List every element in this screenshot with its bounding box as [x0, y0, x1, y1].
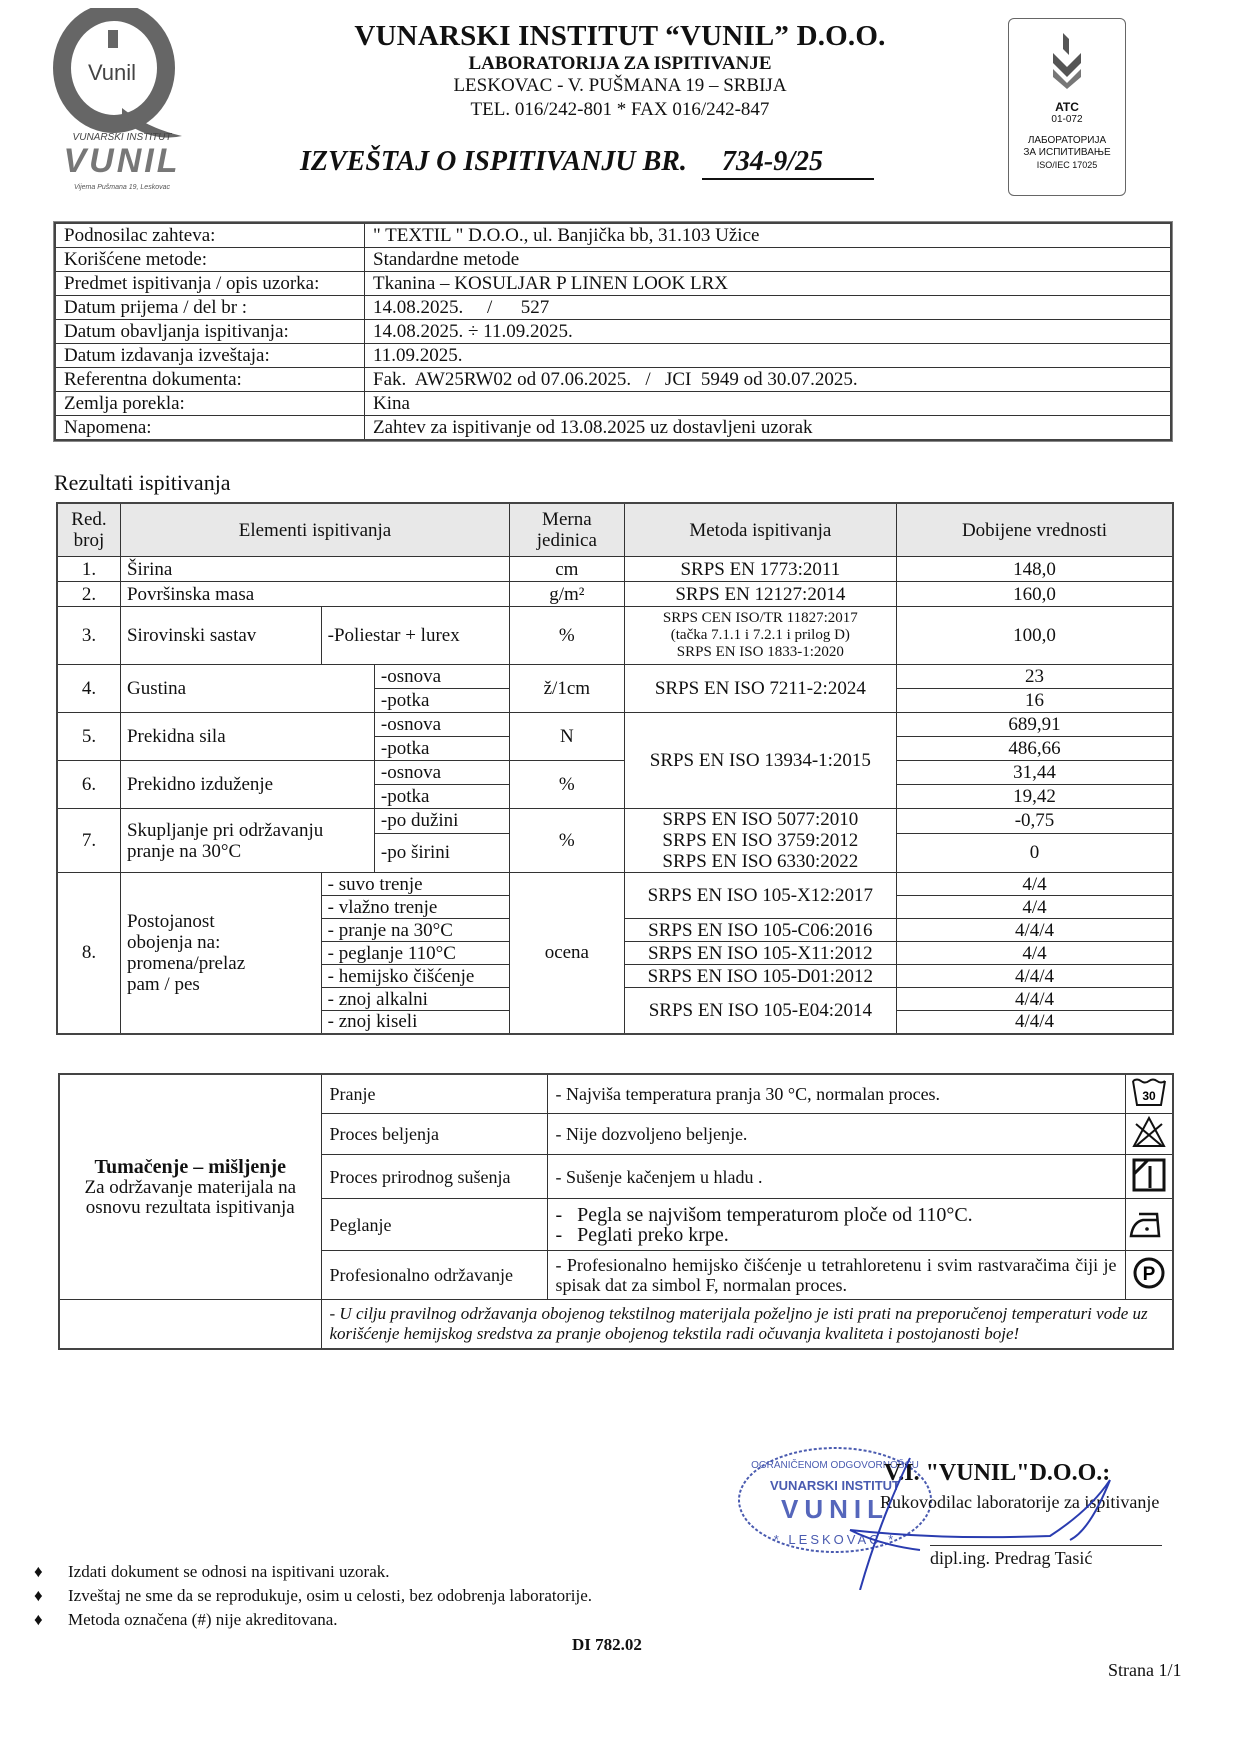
dry-clean-p-icon [1132, 1256, 1166, 1290]
table-row [57, 582, 1173, 607]
logo-brand: VUNIL [63, 142, 181, 180]
svg-text:* LESKOVAC *: * LESKOVAC * [773, 1532, 897, 1547]
table-row [57, 713, 1173, 737]
element-line: pam / pes [126, 973, 200, 995]
row-value: 689,91 [897, 713, 1173, 737]
info-row [55, 320, 1171, 344]
info-value: Zahtev za ispitivanje od 13.08.2025 uz dostavljeni uzorak [365, 416, 1172, 441]
table-row [57, 557, 1173, 582]
care-note: - U cilju pravilnog održavanja obojenog tekstilnog materijala poželjno je isti prati na preporučenoj temperaturi vode uz korišćenje hemijskog sredstva za pranje obojenog tekstila radi očuvanja kvaliteta i postojanosti boje! [321, 1300, 1173, 1350]
care-text: - Najviša temperatura pranja 30 °C, normalan proces. [547, 1074, 1125, 1114]
document-code: DI 782.02 [572, 1635, 642, 1654]
method-line: (tačka 7.1.1 i 7.2.1 i prilog D) [670, 627, 850, 643]
element-line: Skupljanje pri održavanju [126, 819, 324, 841]
care-label: Proces prirodnog sušenja [321, 1155, 547, 1199]
row-element: Prekidna sila [120, 713, 374, 761]
iron-low-icon [1129, 1208, 1169, 1238]
info-value: " TEXTIL " D.O.O., ul. Banjička bb, 31.103 Užice [365, 223, 1172, 248]
report-title-label: IZVEŠTAJ O ISPITIVANJU BR. [300, 146, 687, 177]
row-number: 3. [57, 607, 120, 665]
row-element: Prekidno izduženje [120, 761, 374, 809]
method-line: SRPS EN ISO 3759:2012 [662, 830, 859, 851]
signature-org: V.I. "VUNIL"D.O.O.: [884, 1460, 1111, 1486]
info-label: Datum izdavanja izveštaja: [55, 344, 365, 368]
element-line: promena/prelaz [126, 952, 246, 974]
row-subelement: - suvo trenje [321, 873, 509, 896]
row-number: 7. [57, 809, 120, 873]
col-header-element: Elementi ispitivanja [120, 503, 509, 557]
element-line: pranje na 30°C [126, 840, 242, 862]
care-label: Proces beljenja [321, 1114, 547, 1155]
row-method: SRPS EN ISO 105-X12:2017 [624, 873, 896, 919]
row-subelement: -po dužini [374, 809, 509, 834]
row-number: 2. [57, 582, 120, 607]
row-value: 4/4/4 [897, 1011, 1173, 1034]
col-header-no: Red. broj [57, 503, 120, 557]
row-unit: ž/1cm [510, 665, 625, 713]
info-value: 11.09.2025. [365, 344, 1172, 368]
atc-line2: ЗА ИСПИТИВАЊЕ [1023, 147, 1111, 158]
svg-text:OGRANIČENOM ODGOVORNOŠĆU: OGRANIČENOM ODGOVORNOŠĆU [751, 1460, 919, 1471]
row-subelement: - peglanje 110°C [321, 942, 509, 965]
info-row [55, 416, 1171, 441]
signatory-name: dipl.ing. Predrag Tasić [930, 1548, 1093, 1568]
row-element: Gustina [120, 665, 374, 713]
table-row [57, 607, 1173, 665]
row-method: SRPS EN ISO 7211-2:2024 [624, 665, 896, 713]
atc-logo-icon [1047, 31, 1087, 91]
row-subelement: - vlažno trenje [321, 896, 509, 919]
col-header-value: Dobijene vrednosti [897, 503, 1173, 557]
info-row [55, 344, 1171, 368]
care-intro [59, 1074, 321, 1300]
footer-notes [34, 1560, 592, 1632]
row-element: Širina [120, 557, 509, 582]
info-value: Kina [365, 392, 1172, 416]
care-label: Peglanje [321, 1199, 547, 1251]
row-subelement: -potka [374, 737, 509, 761]
row-element [120, 873, 321, 1034]
request-info-table [54, 222, 1172, 441]
method-line: SRPS EN ISO 1833-1:2020 [676, 644, 844, 660]
footer-note: ♦ Izdati dokument se odnosi na ispitivani uzorak. [34, 1560, 592, 1584]
row-value: 160,0 [897, 582, 1173, 607]
results-caption: Rezultati ispitivanja [54, 470, 231, 495]
row-value: 4/4/4 [897, 988, 1173, 1011]
row-method: SRPS EN 1773:2011 [624, 557, 896, 582]
info-label: Zemlja porekla: [55, 392, 365, 416]
row-value: 4/4/4 [897, 965, 1173, 988]
info-label: Referentna dokumenta: [55, 368, 365, 392]
info-value: 14.08.2025. / 527 [365, 296, 1172, 320]
atc-line3: ISO/IEC 17025 [1036, 160, 1098, 170]
col-header-unit: Merna jedinica [510, 503, 625, 557]
row-unit: ocena [510, 873, 625, 1034]
diamond-bullet-icon: ♦ [34, 1586, 43, 1605]
row-subelement: - znoj alkalni [321, 988, 509, 1011]
row-unit: cm [510, 557, 625, 582]
results-header-row [57, 503, 1173, 557]
row-value: 148,0 [897, 557, 1173, 582]
element-line: Postojanost [126, 910, 215, 932]
care-text: - Sušenje kačenjem u hladu . [547, 1155, 1125, 1199]
wash-30-icon [1131, 1077, 1167, 1107]
row-method: SRPS EN ISO 105-C06:2016 [624, 919, 896, 942]
svg-text:VUNIL: VUNIL [781, 1494, 889, 1524]
row-subelement: - hemijsko čišćenje [321, 965, 509, 988]
row-number: 4. [57, 665, 120, 713]
results-table-body [56, 502, 1174, 1035]
method-line: SRPS EN ISO 5077:2010 [662, 809, 859, 830]
info-label: Napomena: [55, 416, 365, 441]
row-subelement: -osnova [374, 761, 509, 785]
row-unit: % [510, 607, 625, 665]
info-value: Standardne metode [365, 248, 1172, 272]
care-subtitle: Za održavanje materijala na osnovu rezultata ispitivanja [84, 1176, 296, 1218]
svg-text:Vunil: Vunil [87, 60, 137, 85]
row-method: SRPS EN ISO 105-X11:2012 [624, 942, 896, 965]
care-text [547, 1199, 1125, 1251]
row-subelement: -po širini [374, 833, 509, 872]
care-text: - Profesionalno hemijsko čišćenje u tetrahloretenu i svim rastvaračima čiji je spisak dat za simbol F, normalan proces. [547, 1251, 1125, 1300]
row-method: SRPS EN ISO 13934-1:2015 [624, 713, 896, 809]
info-row [55, 248, 1171, 272]
row-value: 0 [897, 833, 1173, 872]
row-number: 6. [57, 761, 120, 809]
row-value: 4/4 [897, 873, 1173, 896]
svg-text:P: P [1142, 1264, 1156, 1285]
logo-caption-top: VUNARSKI INSTITUT [72, 132, 172, 143]
info-label: Podnosilac zahteva: [55, 223, 365, 248]
signature-role: Rukovodilac laboratorije za ispitivanje [880, 1492, 1160, 1512]
info-row [55, 272, 1171, 296]
info-label: Korišćene metode: [55, 248, 365, 272]
row-subelement: -osnova [374, 713, 509, 737]
row-element: Površinska masa [120, 582, 509, 607]
care-row [59, 1074, 1173, 1114]
care-text-line: - Peglati preko krpe. [555, 1223, 729, 1246]
row-unit: g/m² [510, 582, 625, 607]
element-line: obojenja na: [126, 931, 221, 953]
method-line: SRPS CEN ISO/TR 11827:2017 [662, 610, 858, 626]
care-text: - Nije dozvoljeno beljenje. [547, 1114, 1125, 1155]
row-value: 4/4 [897, 942, 1173, 965]
diamond-bullet-icon: ♦ [34, 1610, 43, 1629]
lab-name: LABORATORIJA ZA ISPITIVANJE [468, 53, 772, 74]
institute-name: VUNARSKI INSTITUT “VUNIL” D.O.O. [354, 20, 886, 52]
care-title: Tumačenje – mišljenje [94, 1155, 286, 1178]
report-title [300, 146, 874, 180]
row-subelement: -osnova [374, 665, 509, 689]
info-value: Fak. AW25RW02 od 07.06.2025. / JCI 5949 od 30.07.2025. [365, 368, 1172, 392]
info-label: Predmet ispitivanja / opis uzorka: [55, 272, 365, 296]
row-method [624, 607, 896, 665]
diamond-bullet-icon: ♦ [34, 1562, 43, 1581]
care-spacer [59, 1300, 321, 1350]
address: LESKOVAC - V. PUŠMANA 19 – SRBIJA [453, 75, 787, 96]
info-row [55, 368, 1171, 392]
row-element [120, 809, 374, 873]
row-value: 16 [897, 689, 1173, 713]
row-value: 4/4 [897, 896, 1173, 919]
info-label: Datum obavljanja ispitivanja: [55, 320, 365, 344]
row-element: Sirovinski sastav [120, 607, 321, 665]
row-number: 8. [57, 873, 120, 1034]
row-unit: % [510, 809, 625, 873]
row-subelement: - znoj kiseli [321, 1011, 509, 1034]
svg-text:VUNARSKI INSTITUT: VUNARSKI INSTITUT [770, 1478, 900, 1493]
line-dry-shade-icon [1132, 1158, 1166, 1192]
row-method: SRPS EN ISO 105-E04:2014 [624, 988, 896, 1034]
row-method: SRPS EN ISO 105-D01:2012 [624, 965, 896, 988]
care-label: Profesionalno održavanje [321, 1251, 547, 1300]
logo-caption-bottom: Vijema Pušmana 19, Leskovac [74, 184, 170, 191]
table-row [57, 873, 1173, 896]
row-value: 486,66 [897, 737, 1173, 761]
row-method: SRPS EN 12127:2014 [624, 582, 896, 607]
info-value: Tkanina – KOSULJAR P LINEN LOOK LRX [365, 272, 1172, 296]
row-value: 23 [897, 665, 1173, 689]
row-value: 31,44 [897, 761, 1173, 785]
page-number: Strana 1/1 [1108, 1660, 1182, 1680]
row-value: 100,0 [897, 607, 1173, 665]
svg-text:30: 30 [1142, 1089, 1156, 1103]
care-instructions-table [58, 1073, 1174, 1350]
table-row [57, 761, 1173, 785]
row-number: 5. [57, 713, 120, 761]
info-label: Datum prijema / del br : [55, 296, 365, 320]
row-unit: % [510, 761, 625, 809]
row-number: 1. [57, 557, 120, 582]
row-value: -0,75 [897, 809, 1173, 834]
table-row [57, 809, 1173, 834]
row-subelement: -potka [374, 689, 509, 713]
row-unit: N [510, 713, 625, 761]
report-number: 734-9/25 [702, 146, 874, 180]
footer-note: ♦ Metoda označena (#) nije akreditovana. [34, 1608, 592, 1632]
row-subelement: - pranje na 30°C [321, 919, 509, 942]
atc-code: ATC [1055, 100, 1079, 114]
atc-line1: ЛАБОРАТОРИЈА [1027, 135, 1107, 146]
info-row [55, 296, 1171, 320]
handwritten-signature-icon [820, 1440, 1160, 1590]
row-value: 4/4/4 [897, 919, 1173, 942]
phone-fax: TEL. 016/242-801 * FAX 016/242-847 [470, 99, 770, 120]
care-text-line: - Pegla se najvišom temperaturom ploče od 110°C. [555, 1203, 973, 1226]
row-subelement: -Poliestar + lurex [321, 607, 509, 665]
col-header-method: Metoda ispitivanja [624, 503, 896, 557]
atc-number: 01-072 [1051, 114, 1083, 125]
row-subelement: -potka [374, 785, 509, 809]
footer-note: ♦ Izveštaj ne sme da se reprodukuje, osim u celosti, bez odobrenja laboratorije. [34, 1584, 592, 1608]
no-bleach-icon [1132, 1116, 1166, 1148]
care-row [59, 1300, 1173, 1350]
method-line: SRPS EN ISO 6330:2022 [662, 851, 859, 872]
row-value: 19,42 [897, 785, 1173, 809]
table-row [57, 665, 1173, 689]
info-row [55, 392, 1171, 416]
row-method [624, 809, 896, 873]
info-row [55, 223, 1171, 248]
accreditation-badge [1008, 18, 1126, 196]
care-label: Pranje [321, 1074, 547, 1114]
info-value: 14.08.2025. ÷ 11.09.2025. [365, 320, 1172, 344]
